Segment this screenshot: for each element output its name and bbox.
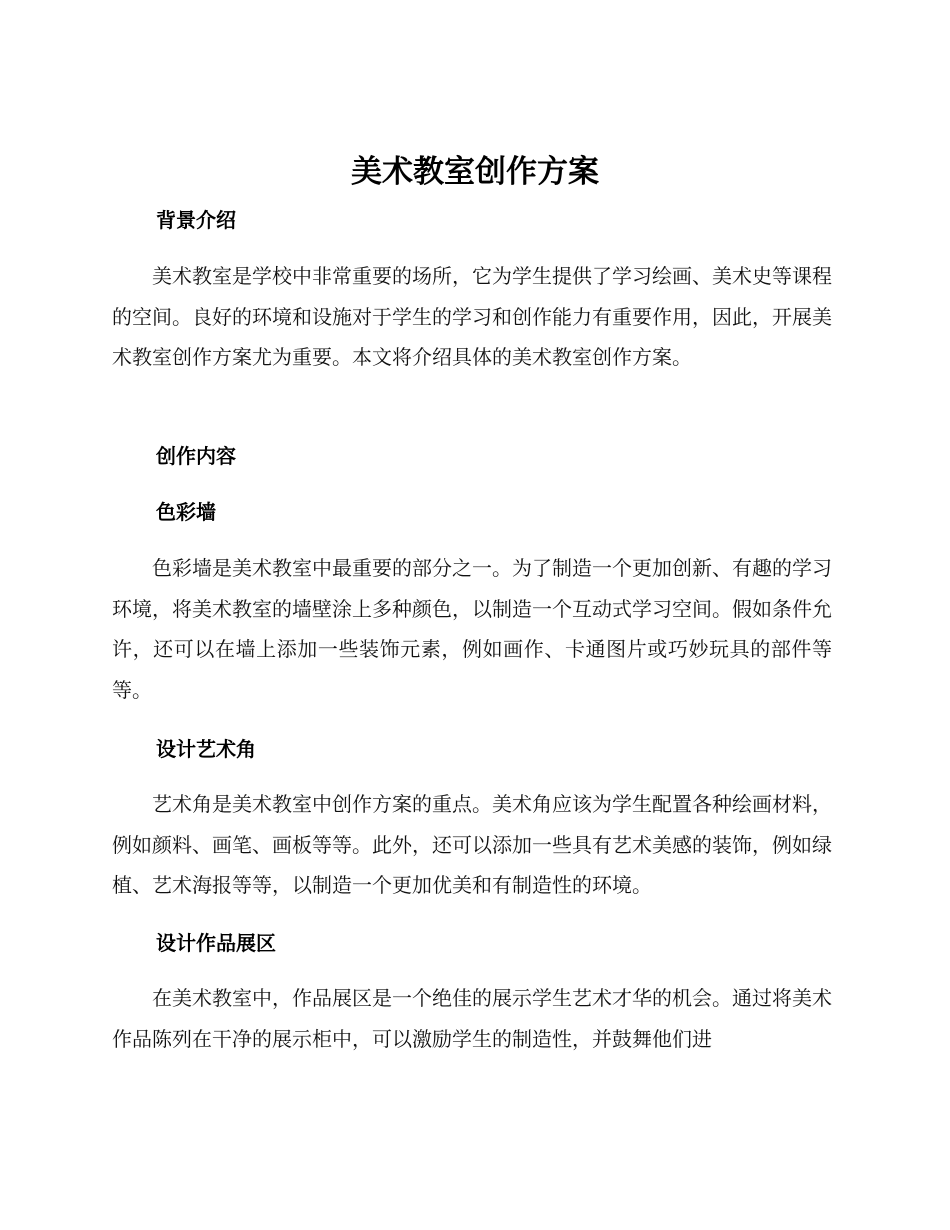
paragraph-background: 美术教室是学校中非常重要的场所，它为学生提供了学习绘画、美术史等课程的空间。良好的环境和设施对于学生的学习和创作能力有重要作用，因此，开展美术教室创作方案尤为重要。本文将介绍具体的美术教室创作方案。 bbox=[112, 264, 832, 370]
paragraph-art-corner: 艺术角是美术教室中创作方案的重点。美术角应该为学生配置各种绘画材料，例如颜料、画笔、画板等等。此外，还可以添加一些具有艺术美感的装饰，例如绿植、艺术海报等等，以制造一个更加优美和有制造性的环境。 bbox=[112, 792, 832, 898]
paragraph-color-wall: 色彩墙是美术教室中最重要的部分之一。为了制造一个更加创新、有趣的学习环境，将美术教室的墙壁涂上多种颜色，以制造一个互动式学习空间。假如条件允许，还可以在墙上添加一些装饰元素，例如画作、卡通图片或巧妙玩具的部件等等。 bbox=[112, 556, 832, 702]
section-heading-content: 创作内容 bbox=[156, 444, 236, 468]
section-heading-gallery: 设计作品展区 bbox=[156, 931, 276, 955]
section-heading-art-corner: 设计艺术角 bbox=[156, 737, 256, 761]
section-heading-background: 背景介绍 bbox=[156, 208, 236, 232]
document-title: 美术教室创作方案 bbox=[351, 154, 599, 190]
paragraph-gallery: 在美术教室中，作品展区是一个绝佳的展示学生艺术才华的机会。通过将美术作品陈列在干净的展示柜中，可以激励学生的制造性，并鼓舞他们进 bbox=[112, 986, 832, 1051]
section-heading-color-wall: 色彩墙 bbox=[156, 500, 216, 524]
